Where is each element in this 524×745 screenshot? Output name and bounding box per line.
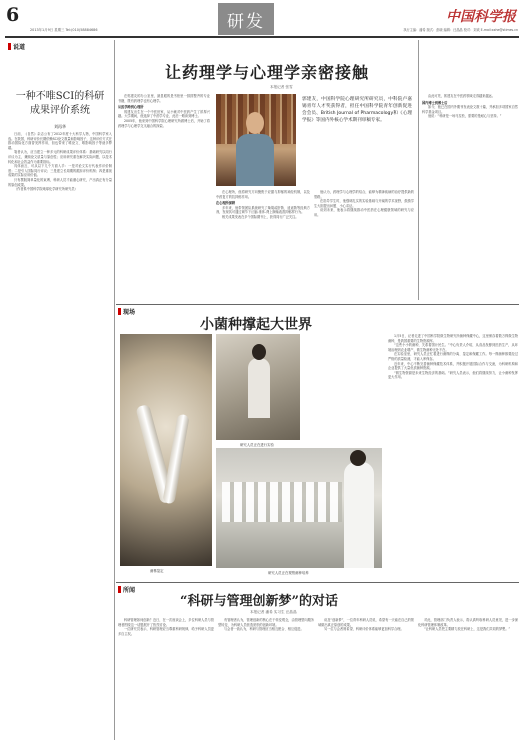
- dialogue-col1: 科研管理如何创新？近日，在一次座谈会上，多位科研人员与管理者围绕这一话题展开了热烈讨论。 一位研究员表示，科研管理应当尊重科研规律，给予科研人员更多自主权。: [118, 618, 214, 636]
- person-body: [236, 134, 274, 186]
- sidebar-tag: [8, 42, 25, 51]
- caption-left: 菌株鉴定: [150, 569, 164, 573]
- lab-photo-bottom: [216, 448, 382, 568]
- dialogue-col4: 对此，管理部门负责人表示，将认真听取科研人员意见，进一步深化科研管理体制改革。 “让科研人员把主要精力放在科研上，这是我们共同的梦想。”: [418, 618, 518, 632]
- editor-line: 执行主编：潘希 版式：彭晓 编辑：汪晶晶 校对：刘欢 E-mail:xxhe@stimes.cn: [403, 28, 518, 32]
- dialogue-col2: 有管理者认为，管理创新的核心在于转变观念，由管理型向服务型转变，为科研人员营造宽松的创新环境。 与会者一致认为，科研与管理应当相互配合、相互促进。: [218, 618, 314, 632]
- masthead-logo: 中国科学报: [446, 9, 516, 25]
- sidebar-divider: [114, 40, 115, 740]
- tag-marker: [118, 586, 121, 593]
- top-story-byline: 本报记者 张雪: [270, 85, 293, 89]
- top-story-col1: 在郭建友的办公室里，最显眼的是书柜里一排排整齐的专业书籍，既有药理学也有心理学。 从医学跨到心理所 郭建友出生在一个中医世家，从小就对中医药产生了浓厚兴趣。大学期间，他选择了中药学专业，此后一路读到博士。 2005年，他来到中国科学院心理研究所做博士后，开始了将药理学与心理学交叉融合的探索。: [118, 94, 210, 128]
- top-right-divider: [418, 40, 419, 300]
- date-line: 2013年1月9日 星期三 Tel:(010)58884686: [30, 28, 98, 32]
- feature-tag-label: 现场: [123, 309, 136, 316]
- caption-right: 研究人员正在观察菌种培养: [268, 571, 309, 575]
- person-caption: 郭建友，中国科学院心理研究所研究员，中科院卢嘉锡青年人才奖获得者，担任中国科学院青年创新促进会会员、British Journal of Pharmacology和《心理学报》等国内外核心学术期刊审稿专家。: [302, 97, 412, 123]
- person-head: [246, 112, 264, 134]
- dialogue-tag: [118, 585, 135, 594]
- sidebar-title: 一种不唯SCI的科研成果评价系统: [15, 91, 105, 116]
- dialogue-col3: 谈及“创新梦”，一位青年科研人员说，希望有一天能在自己的领域做出真正原创的成果。 另一位与会者则希望，科研评价体系能够更加科学合理。: [318, 618, 414, 632]
- sidebar-author: 刘再华: [54, 124, 66, 129]
- portrait-photo: [216, 94, 296, 186]
- tag-marker: [8, 43, 11, 50]
- header-rule: [5, 36, 519, 38]
- dialogue-byline: 本报记者 潘希 实习生 汪晶晶: [250, 610, 297, 614]
- caption-mid: 研究人员正在进行实验: [240, 443, 274, 447]
- section-rule-1: [116, 304, 519, 305]
- flask-row: [222, 482, 342, 522]
- sidebar-body: 日前，《自然》杂志公布了2012年度十大科学人物，中国科学家入选。在我国，科研评价长期依赖SCI论文数量和影响因子，这种评价方式在推动国际化方面曾发挥作用，但也带来了唯论文、唯影响因子等诸多弊端。 笔者认为，应当建立一种多元的科研成果评价体系：基础研究以同行评议为主，兼顾论文质量与原创性；应用研究重在解决实际问题，以技术转化和社会效益作为重要指标。 具体而言，可从以下几个方面入手：一是对论文实行代表作评价制度；二是引入国际同行评议；三是建立长周期的跟踪评价机制；四是重视成果的实际应用价值。 只有摆脱简单量化的束缚，科研人员才能潜心研究，产出真正有分量的原创成果。 （作者系中国科学院地球化学研究所研究员）: [8, 132, 112, 192]
- page-number: 6: [6, 4, 20, 26]
- feature-title: 小菌种撑起大世界: [200, 317, 312, 333]
- flask-tube-2: [162, 414, 189, 505]
- section-name: 研发: [227, 11, 265, 32]
- lab-worker: [248, 358, 270, 418]
- top-story-col2: 在心理所，他将研究方向聚焦于应激与抑郁的神经机制，以及中药复方的抗抑郁作用。 在心理所深耕 多年来，他带领团队系统研究了柴胡疏肝散、逍遥散等经典方剂，发现其可通过调节下丘脑-垂体-肾上腺轴改善抑郁样行为。 相关成果发表在多个国际期刊上，获得同行广泛关注。: [216, 190, 310, 219]
- flask-photo: [120, 334, 212, 566]
- top-story-col4: 由此可见，郭建友在中医药领域走得越来越远。 国内博士到博士后 如今，他已在国内外期刊发表论文数十篇，并承担多项国家自然科学基金项目。 他说：“科研是一场马拉松，需要的是耐心与坚持。”: [422, 94, 518, 119]
- dialogue-title: “科研与管理创新梦”的对话: [180, 594, 338, 609]
- tag-marker: [118, 308, 121, 315]
- researcher-head: [350, 450, 366, 466]
- dialogue-tag-label: 所闻: [123, 587, 136, 594]
- top-story-title: 让药理学与心理学亲密接触: [165, 63, 370, 82]
- feature-body: 1月5日，记者走进了中国科学院微生物研究所菌种保藏中心，这里保存着数万株微生物菌种，是我国重要的生物资源库。 “这些小小的菌种，关系着国计民生。”中心负责人介绍，从食品发酵到医药生产，从环境治理到农业增产，微生物菌种无处不在。 在实验室里，研究人员正忙着进行菌株的分离、鉴定和保藏工作。每一株菌种都要经过严格的质量检测，才能入库保存。 近年来，中心不断完善菌种保藏技术体系，并积极开展国际合作与交流，为科研机构和企业提供了大量优质菌种资源。 “微生物资源是未来生物经济的基础。”研究人员表示，他们将继续努力，让小菌种发挥更大作用。: [388, 334, 518, 380]
- lab-photo-top: [216, 334, 300, 440]
- sidebar-tag-label: 说道: [13, 44, 26, 51]
- lab-worker-head: [252, 344, 266, 360]
- top-story-col3: 他认为，药理学与心理学的结合，能够为精神疾病的治疗提供新的思路。 在指导学生时，他强调扎实的实验基础与开阔的学术视野，鼓励学生大胆提出问题、小心求证。 谈到未来，他表示将继续推动中医药在心理健康领域的研究与应用。: [314, 190, 414, 217]
- researcher: [344, 462, 374, 568]
- feature-tag: [118, 307, 135, 316]
- section-rule-2: [116, 582, 519, 583]
- section-banner: [218, 3, 274, 35]
